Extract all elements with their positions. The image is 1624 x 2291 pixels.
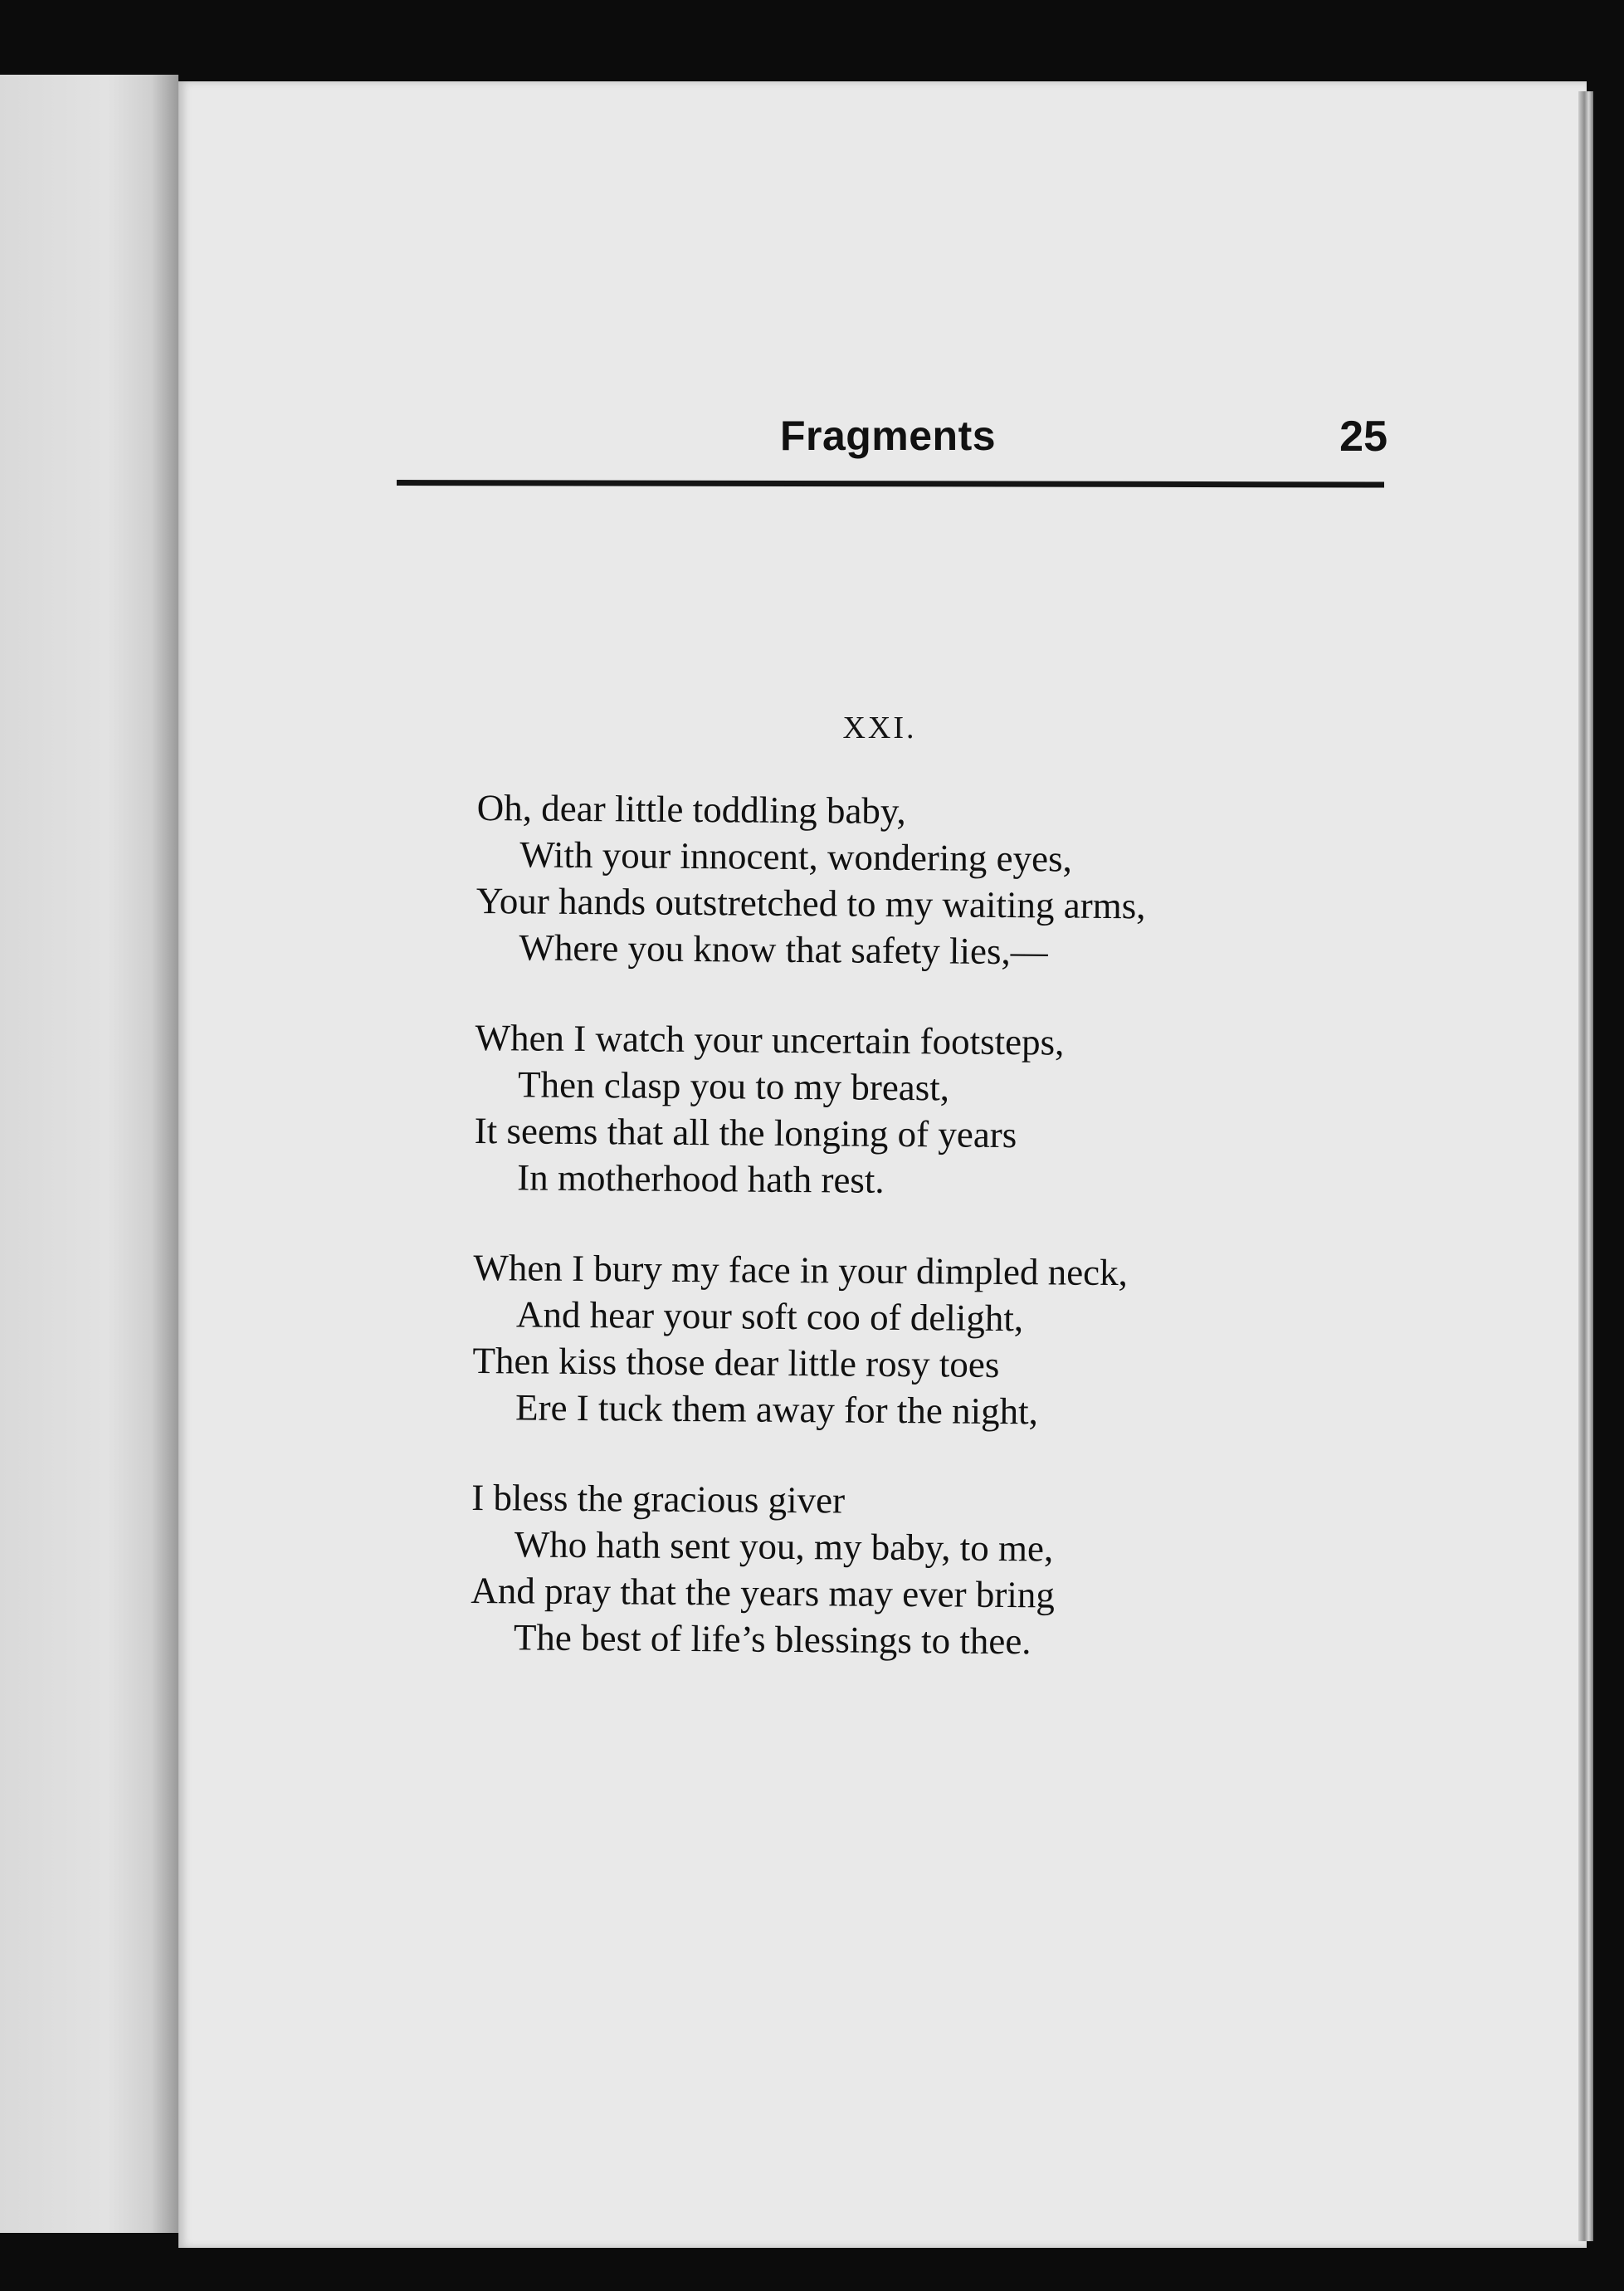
- page-fore-edge: [1578, 91, 1593, 2241]
- poem-body: [470, 784, 1390, 1712]
- stanza-1: [475, 784, 1390, 978]
- running-title: Fragments: [779, 413, 997, 459]
- poem-line: Then clasp you to my breast,: [517, 1063, 950, 1109]
- poem-line: When I bury my face in your dimpled neck,: [473, 1246, 1129, 1294]
- poem-line: With your innocent, wondering eyes,: [519, 833, 1073, 880]
- poem-line: When I watch your uncertain footsteps,: [475, 1016, 1065, 1063]
- poem-line: In motherhood hath rest.: [517, 1156, 885, 1201]
- poem-line: It seems that all the longing of years: [474, 1109, 1017, 1156]
- poem-line: Where you know that safety lies,—: [519, 926, 1048, 973]
- poem-line: Ere I tuck them away for the night,: [515, 1386, 1039, 1433]
- poem-line: Oh, dear little toddling baby,: [476, 786, 906, 833]
- poem-line: And pray that the years may ever bring: [471, 1569, 1056, 1616]
- poem-line: Who hath sent you, my baby, to me,: [514, 1523, 1054, 1570]
- poem-number: XXI.: [842, 711, 917, 745]
- poem-line: The best of life’s blessings to thee.: [513, 1616, 1031, 1663]
- poem-line: And hear your soft coo of delight,: [515, 1293, 1024, 1340]
- facing-page-edge: [0, 75, 178, 2233]
- page-number: 25: [1339, 413, 1387, 461]
- stanza-2: [474, 1014, 1388, 1208]
- poem-line: Then kiss those dear little rosy toes: [472, 1339, 1000, 1385]
- poem-line: Your hands outstretched to my waiting arms,: [475, 879, 1146, 927]
- stanza-3: [472, 1244, 1387, 1438]
- poem-line: I bless the gracious giver: [471, 1476, 846, 1522]
- stanza-4: [471, 1474, 1385, 1668]
